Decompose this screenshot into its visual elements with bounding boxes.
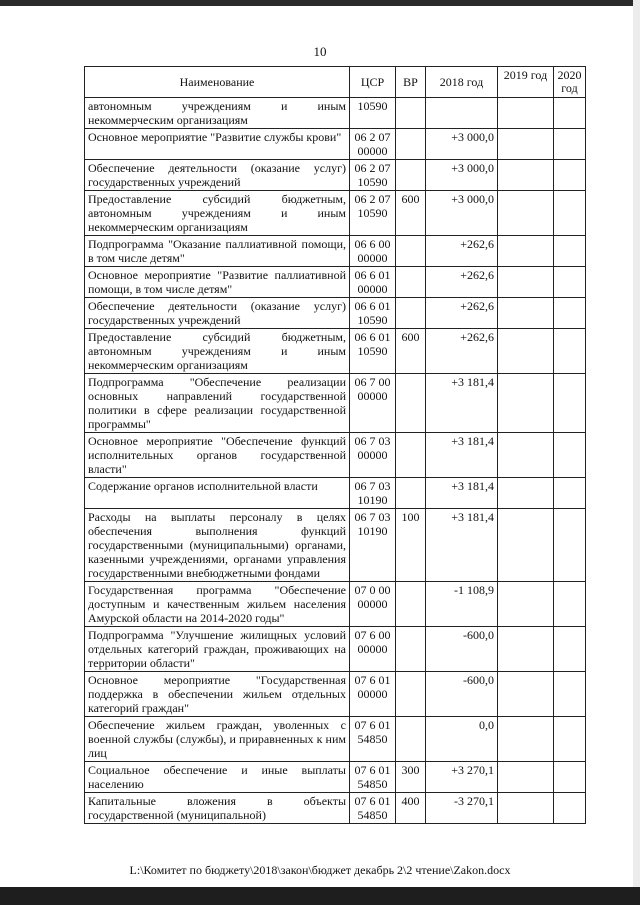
row-name-cell: Основное мероприятие "Обеспечение функций исполнительных органов государственной власти" <box>85 433 350 478</box>
table-row <box>85 236 586 267</box>
row-csr-cell: 06 7 03 10190 <box>350 509 396 582</box>
row-2018-cell: -600,0 <box>426 627 498 672</box>
row-2020-cell <box>554 267 586 298</box>
table-row <box>85 672 586 717</box>
row-2020-cell <box>554 160 586 191</box>
row-2019-cell <box>498 329 554 374</box>
row-csr-cell: 06 6 01 10590 <box>350 329 396 374</box>
table-row <box>85 478 586 509</box>
row-2018-cell: +262,6 <box>426 329 498 374</box>
row-2018-cell: +3 181,4 <box>426 478 498 509</box>
row-csr-cell: 07 6 01 54850 <box>350 793 396 824</box>
header-2018: 2018 год <box>426 67 498 98</box>
row-vr-cell: 600 <box>396 329 426 374</box>
table-row <box>85 793 586 824</box>
table-row <box>85 129 586 160</box>
row-name-cell: Государственная программа "Обеспечение доступным и качественным жильем населения Амурской области на 2014-2020 годы" <box>85 582 350 627</box>
row-vr-cell <box>396 374 426 433</box>
row-name-cell: Расходы на выплаты персоналу в целях обеспечения выполнения функций государственными (муниципальными) органами, казенными учреждениями, органами управления государственными внебюджетными фондами <box>85 509 350 582</box>
row-name-cell: автономным учреждениям и иным некоммерческим организациям <box>85 98 350 129</box>
row-2020-cell <box>554 374 586 433</box>
row-vr-cell <box>396 717 426 762</box>
row-2019-cell <box>498 191 554 236</box>
row-vr-cell <box>396 98 426 129</box>
table-row <box>85 374 586 433</box>
row-2018-cell: +3 000,0 <box>426 160 498 191</box>
row-csr-cell: 07 6 01 00000 <box>350 672 396 717</box>
row-2019-cell <box>498 298 554 329</box>
row-name-cell: Содержание органов исполнительной власти <box>85 478 350 509</box>
scan-bottom-edge <box>0 887 640 905</box>
row-2018-cell: -600,0 <box>426 672 498 717</box>
row-2019-cell <box>498 129 554 160</box>
row-2018-cell: +3 181,4 <box>426 433 498 478</box>
row-2020-cell <box>554 672 586 717</box>
table-row <box>85 433 586 478</box>
row-2018-cell: +3 270,1 <box>426 762 498 793</box>
table-row <box>85 582 586 627</box>
row-name-cell: Основное мероприятие "Развитие службы крови" <box>85 129 350 160</box>
row-csr-cell: 06 2 07 00000 <box>350 129 396 160</box>
row-csr-cell: 07 6 01 54850 <box>350 762 396 793</box>
row-name-cell: Основное мероприятие "Государственная поддержка в обеспечении жильем отдельных категорий граждан" <box>85 672 350 717</box>
row-2019-cell <box>498 267 554 298</box>
row-vr-cell <box>396 672 426 717</box>
row-2020-cell <box>554 478 586 509</box>
row-2018-cell: +3 181,4 <box>426 509 498 582</box>
row-2019-cell <box>498 478 554 509</box>
table-row <box>85 160 586 191</box>
row-2020-cell <box>554 129 586 160</box>
header-csr: ЦСР <box>350 67 396 98</box>
row-2018-cell: +262,6 <box>426 267 498 298</box>
header-vr: ВР <box>396 67 426 98</box>
row-csr-cell: 06 7 03 10190 <box>350 478 396 509</box>
row-2020-cell <box>554 98 586 129</box>
row-vr-cell: 600 <box>396 191 426 236</box>
row-name-cell: Подпрограмма "Обеспечение реализации основных направлений государственной политики в сфере реализации государственной программы" <box>85 374 350 433</box>
row-2018-cell: 0,0 <box>426 717 498 762</box>
row-csr-cell: 06 2 07 10590 <box>350 160 396 191</box>
row-2019-cell <box>498 762 554 793</box>
table-header-row <box>85 67 586 98</box>
row-2020-cell <box>554 762 586 793</box>
row-name-cell: Социальное обеспечение и иные выплаты населению <box>85 762 350 793</box>
row-2018-cell: +262,6 <box>426 236 498 267</box>
row-2020-cell <box>554 298 586 329</box>
table-row <box>85 627 586 672</box>
row-vr-cell <box>396 478 426 509</box>
row-2018-cell: +3 000,0 <box>426 129 498 160</box>
row-csr-cell: 06 6 00 00000 <box>350 236 396 267</box>
row-2019-cell <box>498 433 554 478</box>
row-name-cell: Основное мероприятие "Развитие паллиативной помощи, в том числе детям" <box>85 267 350 298</box>
row-vr-cell <box>396 160 426 191</box>
row-vr-cell: 300 <box>396 762 426 793</box>
row-csr-cell: 06 2 07 10590 <box>350 191 396 236</box>
table-row <box>85 509 586 582</box>
table-row <box>85 191 586 236</box>
row-2020-cell <box>554 717 586 762</box>
row-vr-cell <box>396 236 426 267</box>
table-row <box>85 717 586 762</box>
row-name-cell: Обеспечение деятельности (оказание услуг) государственных учреждений <box>85 160 350 191</box>
row-2019-cell <box>498 236 554 267</box>
row-2019-cell <box>498 582 554 627</box>
row-2019-cell <box>498 98 554 129</box>
table-row <box>85 762 586 793</box>
row-2018-cell: +262,6 <box>426 298 498 329</box>
row-csr-cell: 06 7 00 00000 <box>350 374 396 433</box>
row-2020-cell <box>554 509 586 582</box>
row-2018-cell: +3 000,0 <box>426 191 498 236</box>
row-2019-cell <box>498 509 554 582</box>
row-csr-cell: 10590 <box>350 98 396 129</box>
row-name-cell: Обеспечение жильем граждан, уволенных с военной службы (службы), и приравненных к ним лиц <box>85 717 350 762</box>
row-2020-cell <box>554 793 586 824</box>
row-name-cell: Подпрограмма "Улучшение жилищных условий отдельных категорий граждан, проживающих на территории области" <box>85 627 350 672</box>
row-csr-cell: 06 7 03 00000 <box>350 433 396 478</box>
table-row <box>85 329 586 374</box>
row-csr-cell: 07 6 01 54850 <box>350 717 396 762</box>
row-vr-cell <box>396 582 426 627</box>
row-2019-cell <box>498 717 554 762</box>
file-path-footer: L:\Комитет по бюджету\2018\закон\бюджет декабрь 2\2 чтение\Zakon.docx <box>129 863 511 877</box>
row-vr-cell: 400 <box>396 793 426 824</box>
table-row <box>85 298 586 329</box>
header-2019: 2019 год <box>498 67 554 98</box>
row-2019-cell <box>498 672 554 717</box>
budget-table <box>84 66 586 824</box>
row-vr-cell <box>396 627 426 672</box>
row-2018-cell: -3 270,1 <box>426 793 498 824</box>
row-2020-cell <box>554 433 586 478</box>
row-name-cell: Предоставление субсидий бюджетным, автономным учреждениям и иным некоммерческим организациям <box>85 329 350 374</box>
row-name-cell: Подпрограмма "Оказание паллиативной помощи, в том числе детям" <box>85 236 350 267</box>
row-name-cell: Предоставление субсидий бюджетным, автономным учреждениям и иным некоммерческим организациям <box>85 191 350 236</box>
row-2020-cell <box>554 329 586 374</box>
table-row <box>85 98 586 129</box>
row-2020-cell <box>554 191 586 236</box>
row-vr-cell <box>396 433 426 478</box>
header-2020: 2020 год <box>554 67 586 98</box>
scan-top-edge <box>0 0 640 6</box>
row-2018-cell <box>426 98 498 129</box>
row-vr-cell <box>396 129 426 160</box>
row-name-cell: Капитальные вложения в объекты государственной (муниципальной) <box>85 793 350 824</box>
row-csr-cell: 07 6 00 00000 <box>350 627 396 672</box>
row-vr-cell <box>396 298 426 329</box>
row-vr-cell: 100 <box>396 509 426 582</box>
row-2018-cell: -1 108,9 <box>426 582 498 627</box>
row-2020-cell <box>554 582 586 627</box>
row-2020-cell <box>554 627 586 672</box>
row-2019-cell <box>498 374 554 433</box>
scan-right-edge <box>633 0 640 905</box>
row-csr-cell: 06 6 01 00000 <box>350 267 396 298</box>
row-2018-cell: +3 181,4 <box>426 374 498 433</box>
row-2019-cell <box>498 793 554 824</box>
row-2020-cell <box>554 236 586 267</box>
row-2019-cell <box>498 627 554 672</box>
page-number: 10 <box>313 44 327 59</box>
table-body <box>85 98 586 824</box>
row-vr-cell <box>396 267 426 298</box>
row-csr-cell: 07 0 00 00000 <box>350 582 396 627</box>
table-row <box>85 267 586 298</box>
row-csr-cell: 06 6 01 10590 <box>350 298 396 329</box>
header-name: Наименование <box>85 67 350 98</box>
row-2019-cell <box>498 160 554 191</box>
row-name-cell: Обеспечение деятельности (оказание услуг) государственных учреждений <box>85 298 350 329</box>
